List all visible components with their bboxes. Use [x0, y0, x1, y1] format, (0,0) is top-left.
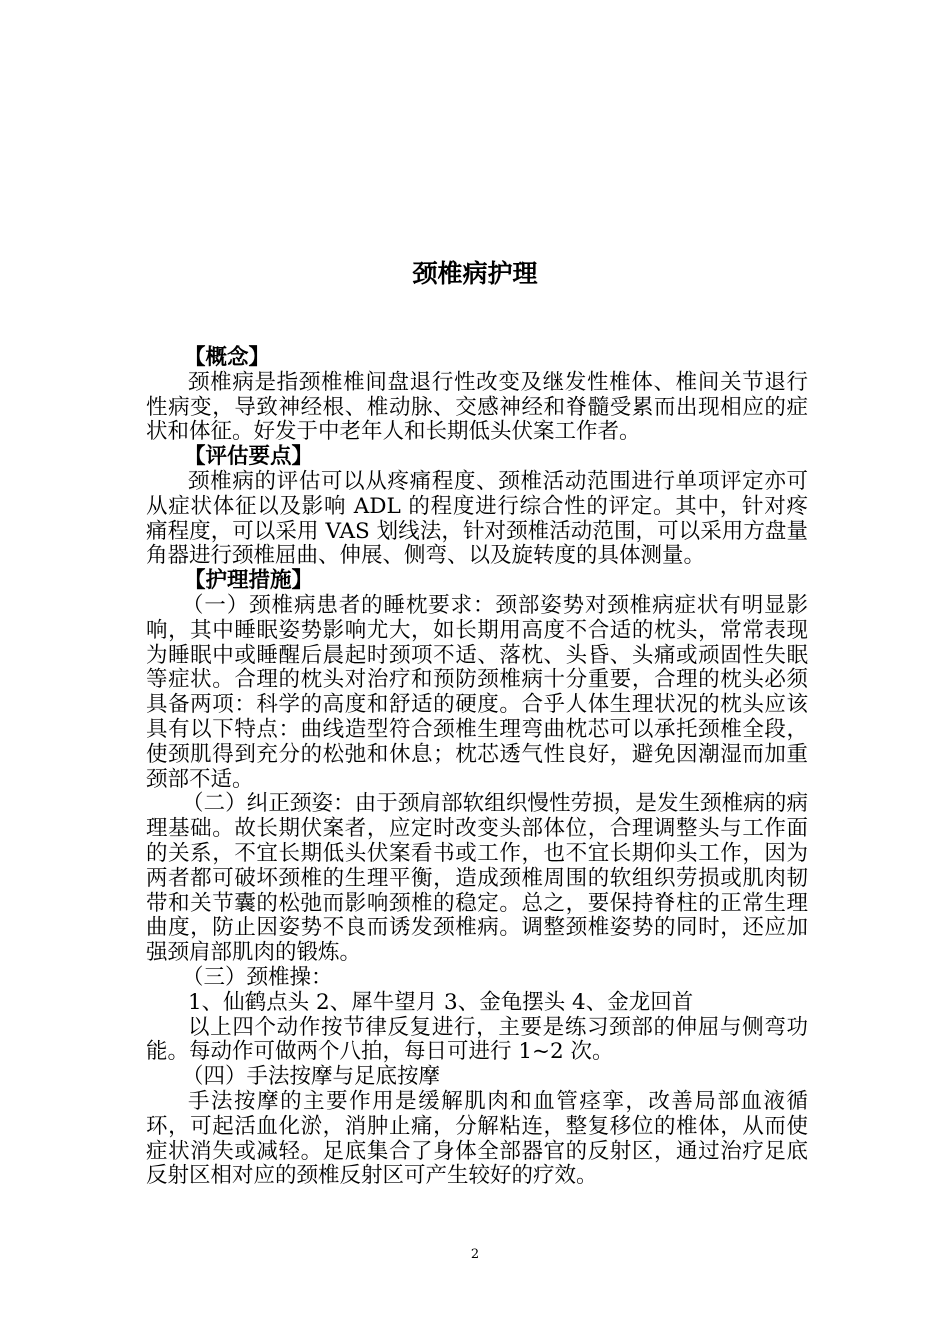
nursing-paragraph-pillow: （一）颈椎病患者的睡枕要求：颈部姿势对颈椎病症状有明显影响，其中睡眠姿势影响尤大，如长期用高度不合适的枕头，常常表现为睡眠中或睡醒后晨起时颈项不适、落枕、头昏、头痛或顽固性失眠等症状。合理的枕头对治疗和预防颈椎病十分重要，合理的枕头必须具备两项：科学的高度和舒适的硬度。合乎人体生理状况的枕头应该具有以下特点：曲线造型符合颈椎生理弯曲枕芯可以承托颈椎全段，使颈肌得到充分的松弛和休息；枕芯透气性良好，避免因潮湿而加重颈部不适。: [146, 592, 808, 792]
assessment-paragraph: 颈椎病的评估可以从疼痛程度、颈椎活动范围进行单项评定亦可从症状体征以及影响 ADL 的程度进行综合性的评定。其中，针对疼痛程度，可以采用 VAS 划线法，针对颈椎活动范围，可以采用方盘量角器进行颈椎屈曲、伸展、侧弯、以及旋转度的具体测量。: [146, 468, 808, 569]
assessment-heading: 【评估要点】: [184, 444, 314, 470]
nursing-paragraph-posture: （二）纠正颈姿：由于颈肩部软组织慢性劳损，是发生颈椎病的病理基础。故长期伏案者，应定时改变头部体位，合理调整头与工作面的关系，不宜长期低头伏案看书或工作，也不宜长期仰头工作，因为两者都可破坏颈椎的生理平衡，造成颈椎周围的软组织劳损或肌肉韧带和关节囊的松弛而影响颈椎的稳定。总之，要保持脊柱的正常生理曲度，防止因姿势不良而诱发颈椎病。调整颈椎姿势的同时，还应加强颈肩部肌肉的锻炼。: [146, 791, 808, 966]
page-title: 颈椎病护理: [412, 259, 538, 288]
nursing-paragraph-exercise-heading: （三）颈椎操：: [182, 964, 333, 990]
page-number: 2: [470, 1247, 480, 1262]
nursing-heading: 【护理措施】: [184, 568, 314, 594]
nursing-paragraph-exercise-list: 1、仙鹤点头 2、犀牛望月 3、金龟摆头 4、金龙回首: [188, 989, 694, 1015]
document-body: [146, 346, 808, 1189]
concept-heading: 【概念】: [184, 345, 271, 370]
concept-paragraph: 颈椎病是指颈椎椎间盘退行性改变及继发性椎体、椎间关节退行性病变，导致神经根、椎动脉、交感神经和脊髓受累而出现相应的症状和体征。好发于中老年人和长期低头伏案工作者。: [146, 369, 808, 445]
nursing-paragraph-massage-heading: （四）手法按摩与足底按摩: [182, 1064, 441, 1090]
nursing-paragraph-exercise-desc: 以上四个动作按节律反复进行，主要是练习颈部的伸屈与侧弯功能。每动作可做两个八拍，每日可进行 1~2 次。: [146, 1014, 808, 1065]
nursing-paragraph-massage-desc: 手法按摩的主要作用是缓解肌肉和血管痉挛，改善局部血液循环，可起活血化淤，消肿止痛，分解粘连，整复移位的椎体，从而使症状消失或减轻。足底集合了身体全部器官的反射区，通过治疗足底反射区相对应的颈椎反射区可产生较好的疗效。: [146, 1088, 808, 1189]
